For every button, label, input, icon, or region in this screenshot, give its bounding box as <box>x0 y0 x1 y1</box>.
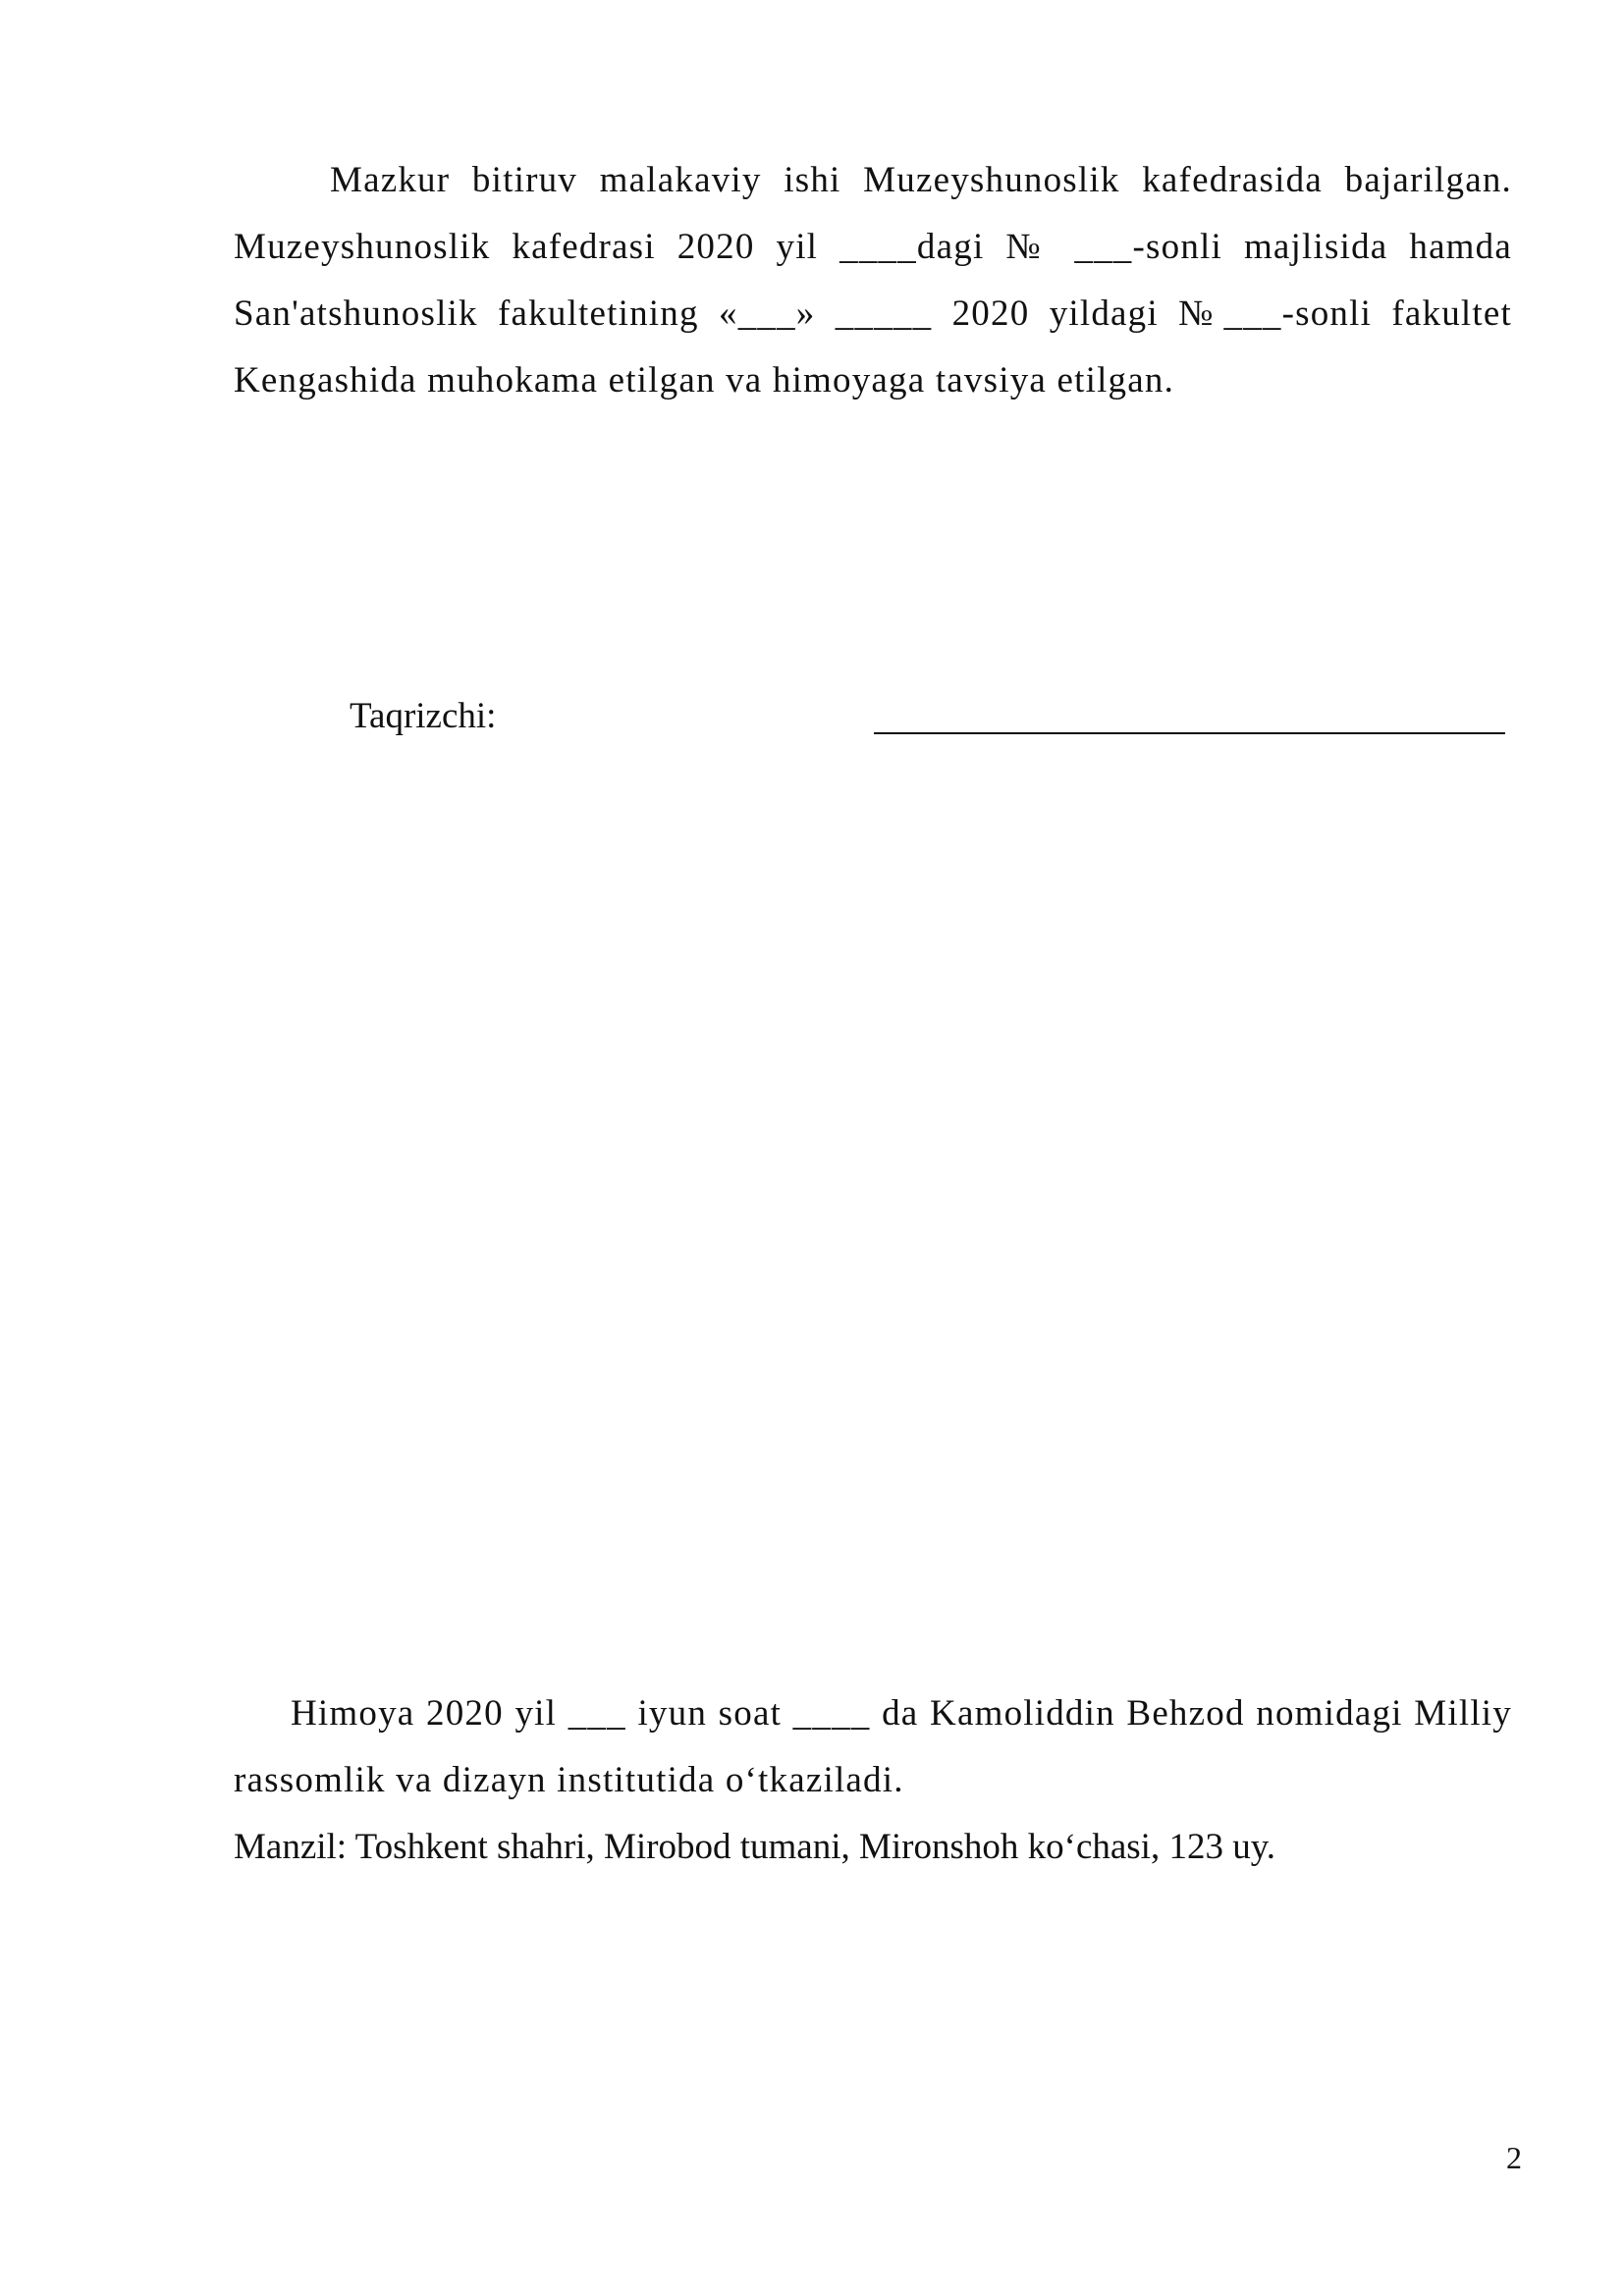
defense-paragraph: Himoya 2020 yil ___ iyun soat ____ da Kamoliddin Behzod nomidagi Milliy rassomlik va dizayn institutida o‘tkaziladi. <box>234 1693 1512 1800</box>
reviewer-label: Taqrizchi: <box>350 696 497 736</box>
page-number: 2 <box>1506 2140 1522 2175</box>
reviewer-signature-row <box>234 687 1512 746</box>
approval-paragraph: Mazkur bitiruv malakaviy ishi Muzeyshunoslik kafedrasida bajarilgan. Muzeyshunoslik kafedrasi 2020 yil ____dagi № ___-sonli majlisida hamda San'atshunoslik fakultetining «___» _____ 2020 yildagi №___-sonli fakultet Kengashida muhokama etilgan va himoyaga tavsiya etilgan. <box>234 160 1512 400</box>
signature-line <box>874 732 1505 734</box>
address-line: Manzil: Toshkent shahri, Mirobod tumani, Mironshoh ko‘chasi, 123 uy. <box>234 1827 1276 1867</box>
